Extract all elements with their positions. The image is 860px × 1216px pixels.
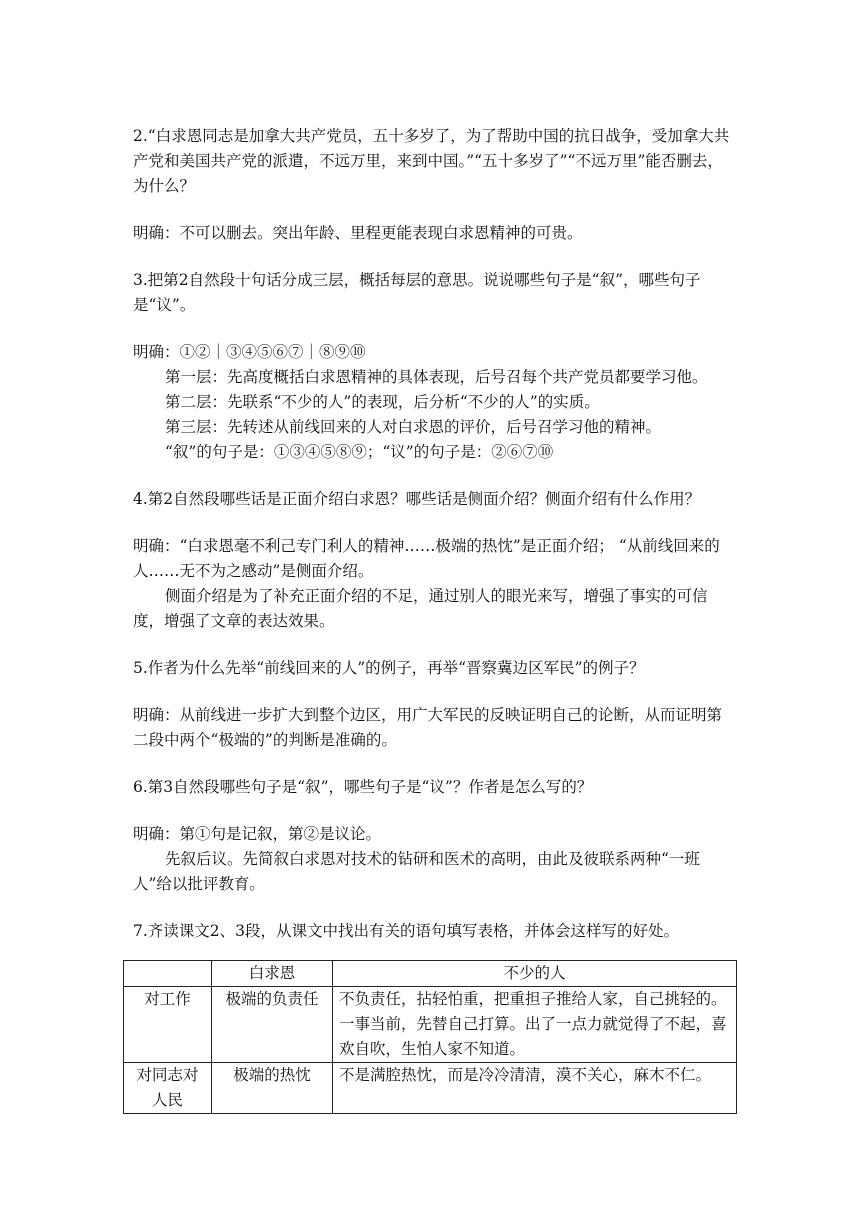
table-cell-aspect: 对同志对人民	[124, 1063, 212, 1114]
answer-3: 明确：①②｜③④⑤⑥⑦｜⑧⑨⑩	[133, 343, 366, 361]
table-row	[124, 987, 737, 1063]
table-cell-aspect: 对工作	[124, 987, 212, 1063]
answer-4: 明确：“白求恩毫不利己专门利人的精神……极端的热忱”是正面介绍； “从前线回来的人……无不为之感动”是侧面介绍。	[133, 537, 720, 580]
document-body	[133, 124, 733, 944]
table-cell-others: 不负责任，拈轻怕重，把重担子推给人家，自己挑轻的。一事当前，先替自己打算。出了一点力就觉得了不起，喜欢自吹，生怕人家不知道。	[333, 987, 737, 1063]
question-6: 6.第3自然段哪些句子是“叙”，哪些句子是“议”？作者是怎么写的？	[133, 778, 593, 796]
comparison-table	[123, 960, 737, 1114]
answer-3-layer-3: 第三层：先转述从前线回来的人对白求恩的评价，后号召学习他的精神。	[165, 418, 662, 436]
answer-4-explain: 侧面介绍是为了补充正面介绍的不足，通过别人的眼光来写，增强了事实的可信度，增强了文章的表达效果。	[133, 587, 708, 630]
answer-3-xu-yi: “叙”的句子是：①③④⑤⑧⑨；“议”的句子是：②⑥⑦⑩	[165, 443, 554, 461]
question-4: 4.第2自然段哪些话是正面介绍白求恩？哪些话是侧面介绍？侧面介绍有什么作用？	[133, 490, 701, 508]
answer-6-explain: 先叙后议。先简叙白求恩对技术的钻研和医术的高明，由此及彼联系两种“一班人”给以批评教育。	[133, 850, 700, 893]
table-header-cell	[124, 961, 212, 987]
question-2: 2.“白求恩同志是加拿大共产党员，五十多岁了，为了帮助中国的抗日战争，受加拿大共产党和美国共产党的派遣，不远万里，来到中国。”“五十多岁了”“不远万里”能否删去，为什么？	[133, 127, 730, 195]
answer-2: 明确：不可以删去。突出年龄、里程更能表现白求恩精神的可贵。	[133, 224, 583, 242]
answer-6: 明确：第①句是记叙，第②是议论。	[133, 825, 382, 843]
table-header-row	[124, 961, 737, 987]
question-7: 7.齐读课文2、3段，从课文中找出有关的语句填写表格，并体会这样写的好处。	[133, 922, 680, 940]
table-cell-bethune: 极端的负责任	[212, 987, 333, 1063]
table-cell-others: 不是满腔热忱，而是冷冷清清，漠不关心，麻木不仁。	[333, 1063, 737, 1114]
question-5: 5.作者为什么先举“前线回来的人”的例子，再举“晋察冀边区军民”的例子？	[133, 659, 645, 677]
answer-5: 明确：从前线进一步扩大到整个边区，用广大军民的反映证明自己的论断，从而证明第二段中两个“极端的”的判断是准确的。	[133, 706, 723, 749]
table-header-cell: 不少的人	[333, 961, 737, 987]
answer-3-layer-2: 第二层：先联系“不少的人”的表现，后分析“不少的人”的实质。	[165, 393, 600, 411]
table-row	[124, 1063, 737, 1114]
answer-3-layer-1: 第一层：先高度概括白求恩精神的具体表现，后号召每个共产党员都要学习他。	[165, 368, 708, 386]
question-3: 3.把第2自然段十句话分成三层，概括每层的意思。说说哪些句子是“叙”，哪些句子是“议”。	[133, 271, 701, 314]
table-header-cell: 白求恩	[212, 961, 333, 987]
table-cell-bethune: 极端的热忱	[212, 1063, 333, 1114]
